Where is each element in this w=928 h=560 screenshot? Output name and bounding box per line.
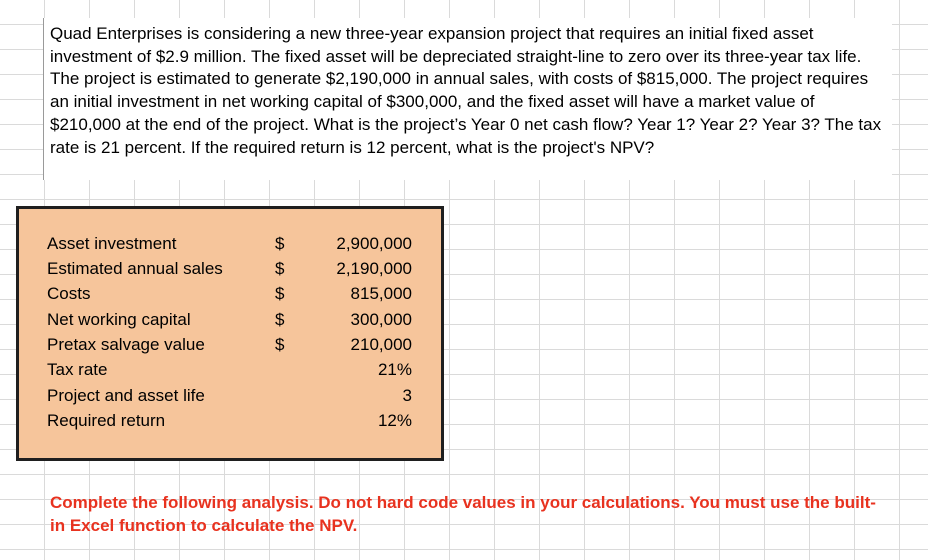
instructions-text: Complete the following analysis. Do not hard code values in your calculations. You must use the built-in Excel function to calculate the NPV. bbox=[50, 493, 876, 535]
input-row-required-return[interactable] bbox=[47, 408, 417, 433]
input-row-tax-rate[interactable] bbox=[47, 357, 417, 382]
input-label: Pretax salvage value bbox=[47, 335, 205, 354]
input-value[interactable]: 3 bbox=[402, 386, 412, 405]
input-value[interactable]: 2,900,000 bbox=[336, 234, 412, 253]
input-value[interactable]: 21% bbox=[377, 360, 412, 379]
input-row-pretax-salvage-value[interactable] bbox=[47, 332, 417, 357]
currency-symbol: $ bbox=[275, 284, 285, 303]
currency-symbol: $ bbox=[275, 310, 285, 329]
input-value[interactable]: 815,000 bbox=[350, 284, 412, 303]
input-label: Required return bbox=[47, 411, 166, 430]
input-label: Project and asset life bbox=[47, 386, 205, 405]
input-label: Asset investment bbox=[47, 234, 177, 253]
input-row-project-and-asset-life[interactable] bbox=[47, 383, 417, 408]
input-value[interactable]: 12% bbox=[377, 411, 412, 430]
input-value[interactable]: 210,000 bbox=[350, 335, 412, 354]
currency-symbol: $ bbox=[275, 259, 285, 278]
problem-statement-text: Quad Enterprises is considering a new three-year expansion project that requires an initial fixed asset investment of $2.9 million. The fixed asset will be depreciated straight-line to zero over its three-year tax life. The project is estimated to generate $2,190,000 in annual sales, with costs of $815,000. The project requires an initial investment in net working capital of $300,000, and the fixed asset will have a market value of $210,000 at the end of the project. What is the project’s Year 0 net cash flow? Year 1? Year 2? Year 3? The tax rate is 21 percent. If the required return is 12 percent, what is the project's NPV? bbox=[50, 24, 882, 157]
input-value[interactable]: 2,190,000 bbox=[336, 259, 412, 278]
input-row-costs[interactable] bbox=[47, 281, 417, 306]
currency-symbol: $ bbox=[275, 234, 285, 253]
input-label: Estimated annual sales bbox=[47, 259, 223, 278]
input-row-estimated-annual-sales[interactable] bbox=[47, 256, 417, 281]
input-label: Tax rate bbox=[47, 360, 108, 379]
currency-symbol: $ bbox=[275, 335, 285, 354]
input-value[interactable]: 300,000 bbox=[350, 310, 412, 329]
input-label: Costs bbox=[47, 284, 91, 303]
input-row-net-working-capital[interactable] bbox=[47, 307, 417, 332]
input-label: Net working capital bbox=[47, 310, 191, 329]
input-row-asset-investment[interactable] bbox=[47, 231, 417, 256]
